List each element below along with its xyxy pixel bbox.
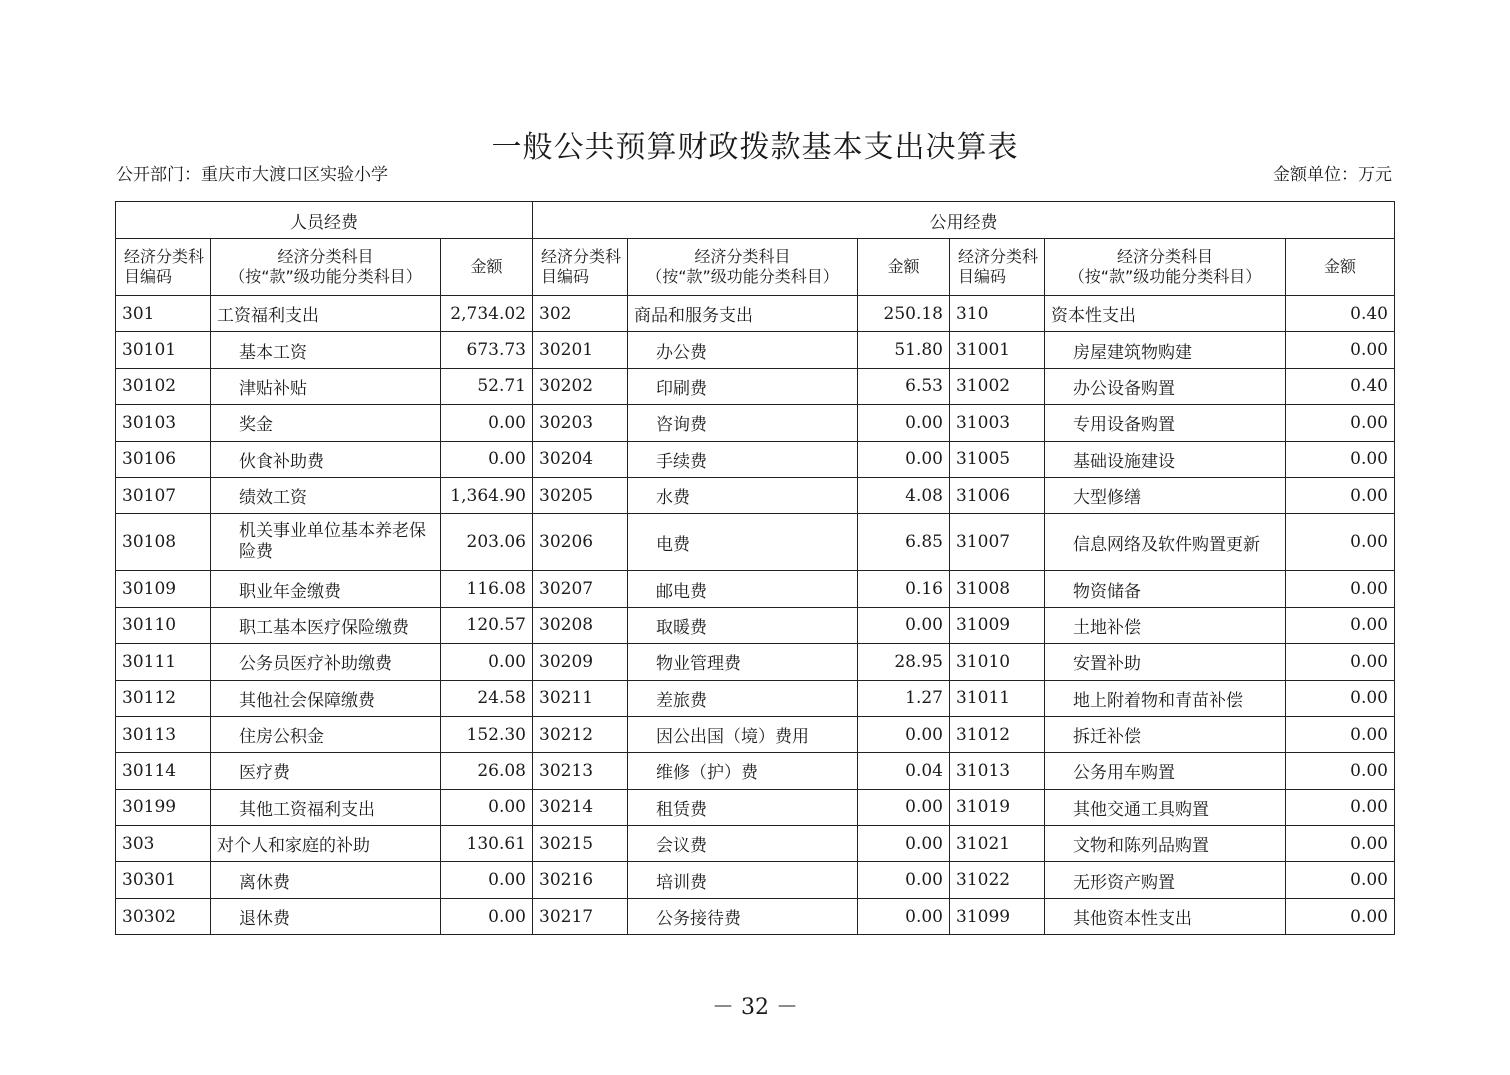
name-cell: 会议费 — [628, 826, 858, 862]
code-cell: 31003 — [950, 405, 1045, 441]
code-cell: 30103 — [116, 405, 211, 441]
code-cell: 30110 — [116, 607, 211, 643]
code-cell: 30204 — [533, 441, 628, 477]
name-cell: 邮电费 — [628, 571, 858, 607]
page-number: － 32 － — [712, 995, 798, 1020]
name-cell: 其他交通工具购置 — [1045, 789, 1286, 825]
code-cell: 30102 — [116, 368, 211, 404]
amount-cell: 6.85 — [858, 514, 950, 571]
table-row — [116, 826, 1395, 862]
amount-cell: 4.08 — [858, 477, 950, 513]
amount-cell: 116.08 — [441, 571, 533, 607]
name-cell: 房屋建筑物购建 — [1045, 332, 1286, 368]
name-cell: 医疗费 — [211, 753, 441, 789]
table-row — [116, 789, 1395, 825]
amount-cell: 0.00 — [858, 716, 950, 752]
header-amount-2: 金额 — [858, 239, 950, 296]
amount-cell: 0.04 — [858, 753, 950, 789]
name-cell: 退休费 — [211, 898, 441, 934]
name-cell: 办公设备购置 — [1045, 368, 1286, 404]
table-row — [116, 644, 1395, 680]
amount-cell: 0.00 — [858, 826, 950, 862]
expenditure-table — [115, 201, 1395, 935]
amount-cell: 0.40 — [1286, 296, 1395, 332]
name-cell: 伙食补助费 — [211, 441, 441, 477]
header-name-3 — [1045, 239, 1286, 296]
name-cell: 公务员医疗补助缴费 — [211, 644, 441, 680]
amount-cell: 28.95 — [858, 644, 950, 680]
amount-cell: 0.00 — [441, 862, 533, 898]
amount-cell: 26.08 — [441, 753, 533, 789]
amount-cell: 0.00 — [858, 789, 950, 825]
group-header-row — [116, 202, 1395, 239]
code-cell: 31012 — [950, 716, 1045, 752]
name-cell: 租赁费 — [628, 789, 858, 825]
name-cell: 离休费 — [211, 862, 441, 898]
name-cell: 文物和陈列品购置 — [1045, 826, 1286, 862]
name-cell: 专用设备购置 — [1045, 405, 1286, 441]
code-cell: 31099 — [950, 898, 1045, 934]
table-row — [116, 514, 1395, 571]
table-row — [116, 571, 1395, 607]
code-cell: 310 — [950, 296, 1045, 332]
code-cell: 31010 — [950, 644, 1045, 680]
table-row — [116, 477, 1395, 513]
code-cell: 30113 — [116, 716, 211, 752]
code-cell: 31006 — [950, 477, 1045, 513]
code-cell: 30107 — [116, 477, 211, 513]
code-cell: 30215 — [533, 826, 628, 862]
name-cell: 维修（护）费 — [628, 753, 858, 789]
code-cell: 30302 — [116, 898, 211, 934]
code-cell: 30205 — [533, 477, 628, 513]
code-cell: 303 — [116, 826, 211, 862]
amount-cell: 0.00 — [1286, 680, 1395, 716]
amount-cell: 0.00 — [1286, 716, 1395, 752]
name-cell: 公务接待费 — [628, 898, 858, 934]
code-cell: 31013 — [950, 753, 1045, 789]
amount-cell: 0.00 — [441, 405, 533, 441]
amount-cell: 52.71 — [441, 368, 533, 404]
code-cell: 301 — [116, 296, 211, 332]
amount-cell: 152.30 — [441, 716, 533, 752]
code-cell: 31008 — [950, 571, 1045, 607]
name-cell: 物资储备 — [1045, 571, 1286, 607]
name-cell: 基础设施建设 — [1045, 441, 1286, 477]
header-code-3: 经济分类科目编码 — [950, 239, 1045, 296]
amount-cell: 0.00 — [441, 441, 533, 477]
name-cell: 机关事业单位基本养老保险费 — [211, 514, 441, 571]
name-cell: 大型修缮 — [1045, 477, 1286, 513]
code-cell: 31011 — [950, 680, 1045, 716]
table-row — [116, 898, 1395, 934]
department-label: 公开部门：重庆市大渡口区实验小学 — [116, 165, 388, 185]
amount-cell: 0.00 — [1286, 607, 1395, 643]
name-cell: 信息网络及软件购置更新 — [1045, 514, 1286, 571]
amount-cell: 0.00 — [1286, 571, 1395, 607]
name-cell: 商品和服务支出 — [628, 296, 858, 332]
name-cell: 津贴补贴 — [211, 368, 441, 404]
header-amount-3: 金额 — [1286, 239, 1395, 296]
name-cell: 无形资产购置 — [1045, 862, 1286, 898]
amount-cell: 0.00 — [1286, 332, 1395, 368]
amount-cell: 2,734.02 — [441, 296, 533, 332]
header-code-2: 经济分类科目编码 — [533, 239, 628, 296]
header-amount-1: 金额 — [441, 239, 533, 296]
code-cell: 30112 — [116, 680, 211, 716]
name-cell: 办公费 — [628, 332, 858, 368]
name-cell: 公务用车购置 — [1045, 753, 1286, 789]
group-personnel: 人员经费 — [116, 202, 533, 239]
amount-cell: 0.00 — [1286, 644, 1395, 680]
code-cell: 31002 — [950, 368, 1045, 404]
code-cell: 30203 — [533, 405, 628, 441]
code-cell: 30101 — [116, 332, 211, 368]
column-header-row — [116, 239, 1395, 296]
name-cell: 其他社会保障缴费 — [211, 680, 441, 716]
code-cell: 30202 — [533, 368, 628, 404]
name-cell: 土地补偿 — [1045, 607, 1286, 643]
amount-cell: 0.00 — [1286, 441, 1395, 477]
amount-cell: 1.27 — [858, 680, 950, 716]
amount-cell: 0.00 — [1286, 862, 1395, 898]
code-cell: 31019 — [950, 789, 1045, 825]
amount-cell: 0.00 — [441, 644, 533, 680]
amount-cell: 1,364.90 — [441, 477, 533, 513]
code-cell: 30217 — [533, 898, 628, 934]
name-cell: 职业年金缴费 — [211, 571, 441, 607]
name-cell: 物业管理费 — [628, 644, 858, 680]
name-cell: 印刷费 — [628, 368, 858, 404]
header-name-line2: （按“款”级功能分类科目） — [1068, 267, 1262, 286]
amount-cell: 250.18 — [858, 296, 950, 332]
amount-cell: 0.00 — [858, 898, 950, 934]
amount-cell: 0.00 — [1286, 898, 1395, 934]
amount-cell: 0.00 — [1286, 753, 1395, 789]
header-name-line1: 经济分类科目 — [694, 247, 791, 266]
table-row — [116, 405, 1395, 441]
name-cell: 安置补助 — [1045, 644, 1286, 680]
code-cell: 30301 — [116, 862, 211, 898]
code-cell: 30212 — [533, 716, 628, 752]
code-cell: 30211 — [533, 680, 628, 716]
code-cell: 30209 — [533, 644, 628, 680]
name-cell: 住房公积金 — [211, 716, 441, 752]
amount-cell: 0.00 — [1286, 826, 1395, 862]
name-cell: 工资福利支出 — [211, 296, 441, 332]
table-row — [116, 753, 1395, 789]
header-name-line1: 经济分类科目 — [1116, 247, 1213, 266]
table-row — [116, 607, 1395, 643]
code-cell: 31007 — [950, 514, 1045, 571]
unit-label: 金额单位：万元 — [1273, 165, 1392, 185]
code-cell: 31009 — [950, 607, 1045, 643]
code-cell: 30206 — [533, 514, 628, 571]
header-name-line1: 经济分类科目 — [277, 247, 374, 266]
name-cell: 因公出国（境）费用 — [628, 716, 858, 752]
amount-cell: 0.00 — [441, 789, 533, 825]
name-cell: 取暖费 — [628, 607, 858, 643]
name-cell: 电费 — [628, 514, 858, 571]
code-cell: 30111 — [116, 644, 211, 680]
name-cell: 咨询费 — [628, 405, 858, 441]
header-name-1 — [211, 239, 441, 296]
amount-cell: 203.06 — [441, 514, 533, 571]
code-cell: 31021 — [950, 826, 1045, 862]
table-row — [116, 296, 1395, 332]
amount-cell: 6.53 — [858, 368, 950, 404]
code-cell: 30201 — [533, 332, 628, 368]
code-cell: 30114 — [116, 753, 211, 789]
header-name-line2: （按“款”级功能分类科目） — [646, 267, 839, 286]
amount-cell: 24.58 — [441, 680, 533, 716]
amount-cell: 0.00 — [858, 862, 950, 898]
code-cell: 31005 — [950, 441, 1045, 477]
code-cell: 30106 — [116, 441, 211, 477]
amount-cell: 0.00 — [858, 441, 950, 477]
amount-cell: 0.16 — [858, 571, 950, 607]
code-cell: 30213 — [533, 753, 628, 789]
table-row — [116, 680, 1395, 716]
amount-cell: 0.00 — [858, 405, 950, 441]
table-body — [116, 296, 1395, 935]
name-cell: 地上附着物和青苗补偿 — [1045, 680, 1286, 716]
name-cell: 拆迁补偿 — [1045, 716, 1286, 752]
header-code-1: 经济分类科目编码 — [116, 239, 211, 296]
code-cell: 30207 — [533, 571, 628, 607]
amount-cell: 130.61 — [441, 826, 533, 862]
name-cell: 资本性支出 — [1045, 296, 1286, 332]
name-cell: 手续费 — [628, 441, 858, 477]
page-title: 一般公共预算财政拨款基本支出决算表 — [491, 130, 1019, 165]
table-row — [116, 441, 1395, 477]
code-cell: 30199 — [116, 789, 211, 825]
table-row — [116, 716, 1395, 752]
code-cell: 302 — [533, 296, 628, 332]
code-cell: 30208 — [533, 607, 628, 643]
amount-cell: 51.80 — [858, 332, 950, 368]
code-cell: 30216 — [533, 862, 628, 898]
code-cell: 30214 — [533, 789, 628, 825]
group-public: 公用经费 — [533, 202, 1395, 239]
name-cell: 水费 — [628, 477, 858, 513]
name-cell: 差旅费 — [628, 680, 858, 716]
table-row — [116, 862, 1395, 898]
name-cell: 绩效工资 — [211, 477, 441, 513]
name-cell: 奖金 — [211, 405, 441, 441]
amount-cell: 0.00 — [858, 607, 950, 643]
code-cell: 31001 — [950, 332, 1045, 368]
amount-cell: 0.40 — [1286, 368, 1395, 404]
code-cell: 31022 — [950, 862, 1045, 898]
amount-cell: 0.00 — [1286, 405, 1395, 441]
amount-cell: 0.00 — [1286, 514, 1395, 571]
name-cell: 基本工资 — [211, 332, 441, 368]
name-cell: 其他工资福利支出 — [211, 789, 441, 825]
amount-cell: 0.00 — [1286, 789, 1395, 825]
table-row — [116, 368, 1395, 404]
amount-cell: 0.00 — [1286, 477, 1395, 513]
name-cell: 培训费 — [628, 862, 858, 898]
table-row — [116, 332, 1395, 368]
amount-cell: 673.73 — [441, 332, 533, 368]
name-cell: 职工基本医疗保险缴费 — [211, 607, 441, 643]
code-cell: 30109 — [116, 571, 211, 607]
name-cell: 其他资本性支出 — [1045, 898, 1286, 934]
amount-cell: 0.00 — [441, 898, 533, 934]
amount-cell: 120.57 — [441, 607, 533, 643]
header-name-2 — [628, 239, 858, 296]
code-cell: 30108 — [116, 514, 211, 571]
header-name-line2: （按“款”级功能分类科目） — [229, 267, 422, 286]
name-cell: 对个人和家庭的补助 — [211, 826, 441, 862]
